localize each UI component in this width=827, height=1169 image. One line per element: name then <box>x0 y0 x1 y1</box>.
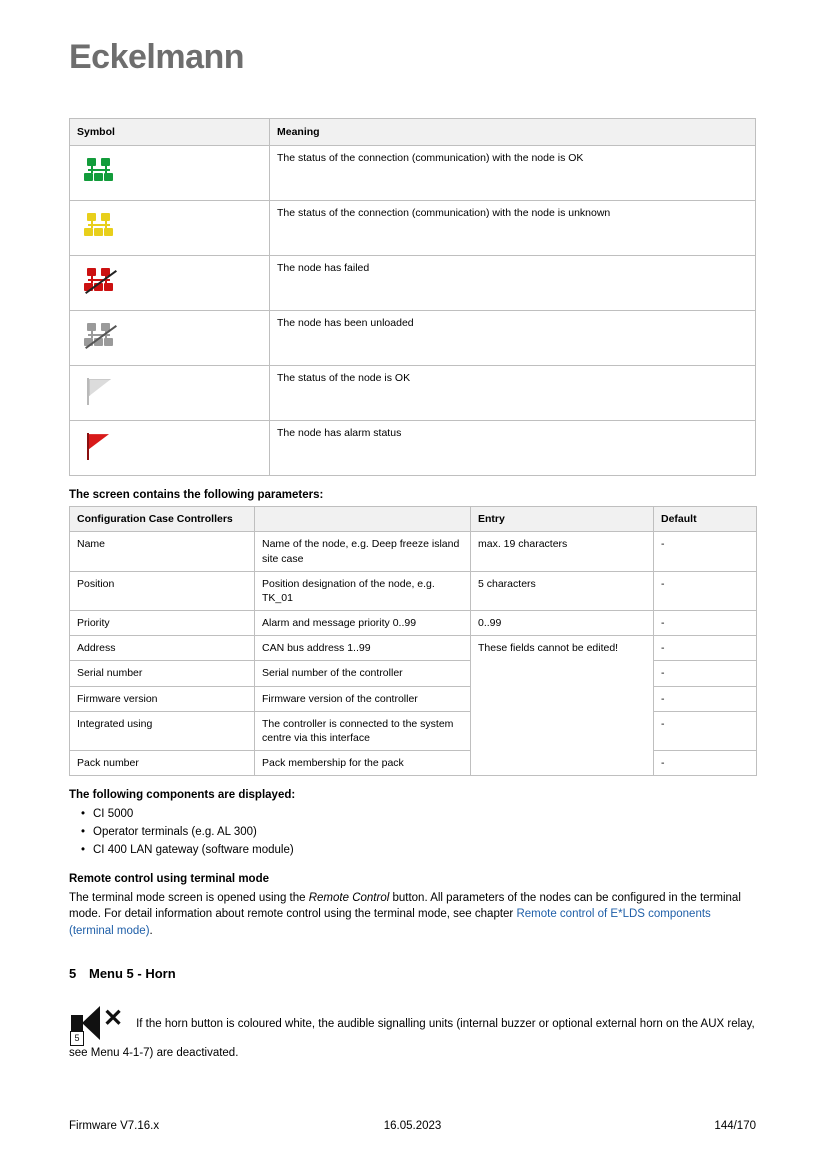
node-unknown-icon <box>84 213 118 239</box>
symbol-cell <box>70 201 270 256</box>
section-number: 5 <box>69 965 77 981</box>
table-row <box>70 751 757 776</box>
horn-menu-badge: 5 <box>70 1031 84 1046</box>
parameters-heading: The screen contains the following parameters: <box>69 489 324 502</box>
remote-text-2: button. All parameters of the nodes can be configured in the terminal mode. For detail information about remote control using the terminal mode, see chapter <box>69 891 741 921</box>
column-header-symbol: Symbol <box>70 119 270 146</box>
param-name: Priority <box>70 611 255 636</box>
symbol-table <box>69 118 756 476</box>
footer-firmware: Firmware V7.16.x <box>69 1120 160 1132</box>
table-row <box>70 711 757 750</box>
components-heading: The following components are displayed: <box>69 789 296 802</box>
horn-mute-icon: ✕ 5 <box>69 1003 133 1045</box>
param-default: - <box>654 751 757 776</box>
param-name: Pack number <box>70 751 255 776</box>
symbol-cell <box>70 256 270 311</box>
meaning-cell: The node has been unloaded <box>270 311 756 366</box>
column-header-config: Configuration Case Controllers <box>70 507 255 532</box>
remote-control-heading: Remote control using terminal mode <box>69 872 269 885</box>
components-list <box>69 806 756 859</box>
flag-alarm-icon <box>84 431 114 461</box>
table-row <box>70 421 756 476</box>
param-name: Integrated using <box>70 711 255 750</box>
table-row <box>70 201 756 256</box>
param-default: - <box>654 661 757 686</box>
terminal-mode-link[interactable]: Remote control of E*LDS components (terminal mode) <box>69 908 711 938</box>
column-header-meaning: Meaning <box>270 119 756 146</box>
list-item: • Operator terminals (e.g. AL 300) <box>93 824 756 842</box>
table-row <box>70 256 756 311</box>
meaning-cell: The status of the connection (communication) with the node is unknown <box>270 201 756 256</box>
meaning-cell: The status of the node is OK <box>270 366 756 421</box>
meaning-cell: The node has alarm status <box>270 421 756 476</box>
table-row <box>70 532 757 571</box>
column-header-blank <box>255 507 471 532</box>
node-failed-icon <box>84 268 118 294</box>
param-desc: Name of the node, e.g. Deep freeze island site case <box>255 532 471 571</box>
horn-description: If the horn button is coloured white, the audible signalling units (internal buzzer or optional external horn on the AUX relay, see Menu 4-1-7) are deactivated. <box>69 1017 755 1059</box>
param-entry: max. 19 characters <box>471 532 654 571</box>
symbol-cell <box>70 366 270 421</box>
param-entry-merged: These fields cannot be edited! <box>471 636 654 776</box>
list-item: • CI 400 LAN gateway (software module) <box>93 842 756 860</box>
param-entry: 0..99 <box>471 611 654 636</box>
table-row <box>70 686 757 711</box>
remote-control-button-name: Remote Control <box>308 891 390 904</box>
table-row <box>70 311 756 366</box>
table-row <box>70 611 757 636</box>
column-header-entry: Entry <box>471 507 654 532</box>
flag-ok-icon <box>84 376 114 406</box>
param-name: Address <box>70 636 255 661</box>
remote-text-3: . <box>149 925 153 938</box>
param-desc: CAN bus address 1..99 <box>255 636 471 661</box>
table-header-row <box>70 507 757 532</box>
section-heading <box>69 966 756 981</box>
param-name: Name <box>70 532 255 571</box>
param-entry: 5 characters <box>471 571 654 610</box>
horn-block <box>69 1003 756 1062</box>
param-default: - <box>654 532 757 571</box>
param-default: - <box>654 711 757 750</box>
column-header-default: Default <box>654 507 757 532</box>
parameter-table <box>69 506 757 776</box>
node-ok-icon <box>84 158 118 184</box>
param-name: Firmware version <box>70 686 255 711</box>
page-content <box>69 118 756 1061</box>
footer-page-number: 144/170 <box>714 1120 756 1132</box>
footer-date: 16.05.2023 <box>383 1120 442 1132</box>
param-default: - <box>654 636 757 661</box>
param-desc: Firmware version of the controller <box>255 686 471 711</box>
table-row <box>70 571 757 610</box>
param-default: - <box>654 571 757 610</box>
horn-row <box>69 1003 756 1062</box>
param-name: Serial number <box>70 661 255 686</box>
meaning-cell: The node has failed <box>270 256 756 311</box>
table-row <box>70 146 756 201</box>
symbol-cell <box>70 311 270 366</box>
table-row <box>70 661 757 686</box>
meaning-cell: The status of the connection (communication) with the node is OK <box>270 146 756 201</box>
brand-logo: Eckelmann <box>69 38 245 76</box>
list-item: • CI 5000 <box>93 806 756 824</box>
param-default: - <box>654 611 757 636</box>
remote-text-1: The terminal mode screen is opened using the <box>69 891 309 904</box>
param-desc: Alarm and message priority 0..99 <box>255 611 471 636</box>
param-desc: Serial number of the controller <box>255 661 471 686</box>
param-name: Position <box>70 571 255 610</box>
table-row <box>70 366 756 421</box>
param-desc: Position designation of the node, e.g. TK_01 <box>255 571 471 610</box>
table-header-row <box>70 119 756 146</box>
remote-control-paragraph <box>69 890 756 940</box>
param-desc: Pack membership for the pack <box>255 751 471 776</box>
symbol-cell <box>70 146 270 201</box>
node-unloaded-icon <box>84 323 118 349</box>
section-title: Menu 5 - Horn <box>89 965 176 981</box>
param-desc: The controller is connected to the system centre via this interface <box>255 711 471 750</box>
param-default: - <box>654 686 757 711</box>
symbol-cell <box>70 421 270 476</box>
table-row <box>70 636 757 661</box>
